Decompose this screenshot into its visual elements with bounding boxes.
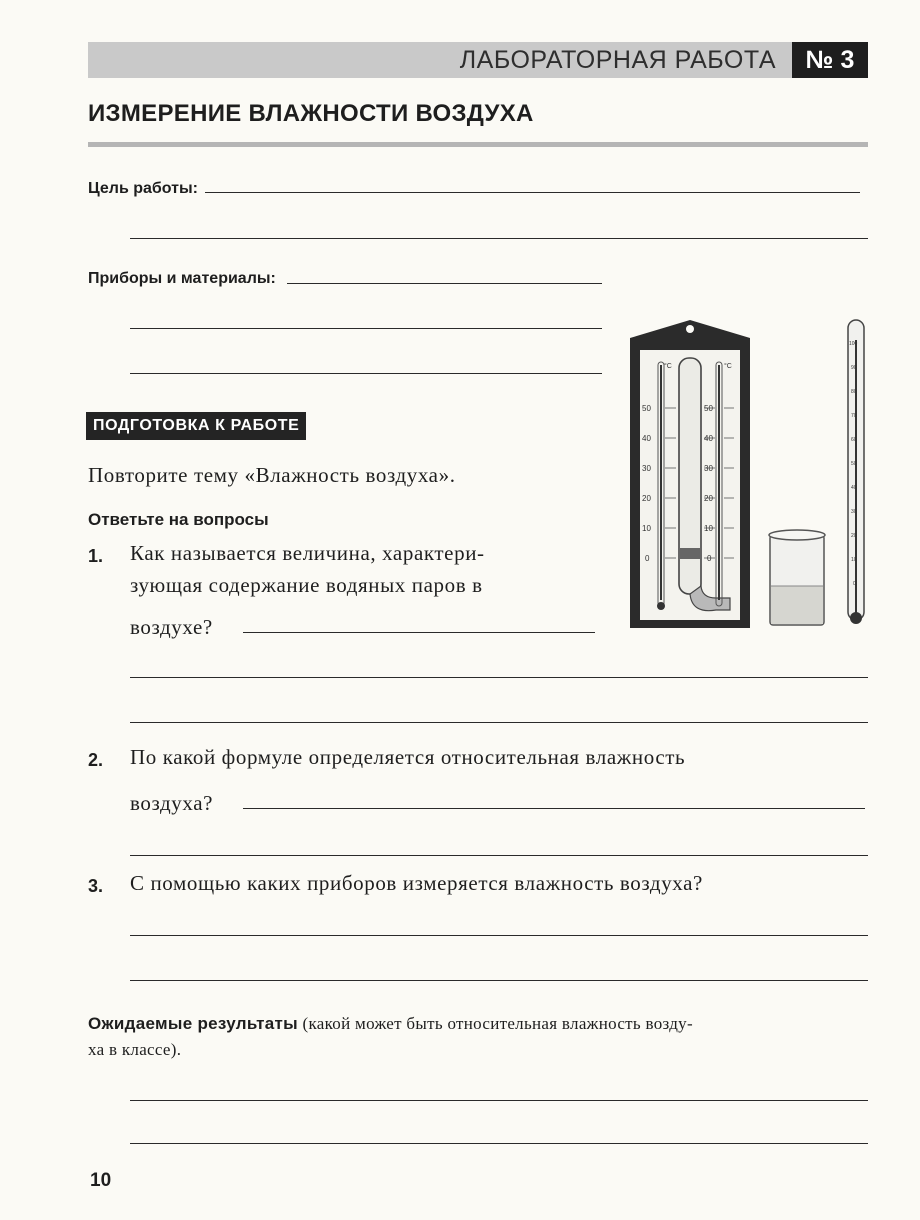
thermo-scale-40: 40 <box>851 485 857 491</box>
page-title: ИЗМЕРЕНИЕ ВЛАЖНОСТИ ВОЗДУХА <box>88 100 534 127</box>
header-title: ЛАБОРАТОРНАЯ РАБОТА <box>459 46 776 74</box>
question-2-line-2: воздуха? <box>130 791 214 815</box>
psychrometer-icon <box>630 320 750 628</box>
question-2-answer-line-1[interactable] <box>243 808 865 809</box>
scale-right-30: 30 <box>704 464 713 473</box>
preparation-badge: ПОДГОТОВКА К РАБОТЕ <box>86 412 306 440</box>
thermo-scale-0: 0 <box>853 581 856 587</box>
scale-left-30: 30 <box>642 464 651 473</box>
beaker-icon <box>769 530 825 625</box>
scale-left-10: 10 <box>642 524 651 533</box>
question-2-number: 2. <box>88 750 104 770</box>
expected-results-label: Ожидаемые результаты <box>88 1014 298 1033</box>
scale-right-20: 20 <box>704 494 713 503</box>
equipment-answer-line-1[interactable] <box>287 283 602 284</box>
thermo-scale-20: 20 <box>851 533 857 539</box>
question-3-answer-line-1[interactable] <box>130 935 868 936</box>
thermo-scale-60: 60 <box>851 437 857 443</box>
thermo-scale-10: 10 <box>851 557 857 563</box>
question-3-answer-line-2[interactable] <box>130 980 868 981</box>
question-1-answer-line-1[interactable] <box>243 632 595 633</box>
title-divider <box>88 142 868 147</box>
scale-right-40: 40 <box>704 434 713 443</box>
question-1-number: 1. <box>88 546 104 566</box>
scale-right-0: 0 <box>707 554 712 563</box>
unit-left: °C <box>664 363 672 370</box>
expected-answer-line-2[interactable] <box>130 1143 868 1144</box>
thermo-scale-70: 70 <box>851 413 857 419</box>
question-1-line-3: воздухе? <box>130 615 213 639</box>
header-bar <box>88 42 868 78</box>
equipment-answer-line-2[interactable] <box>130 328 602 329</box>
thermometer-icon <box>848 320 864 624</box>
scale-left-20: 20 <box>642 494 651 503</box>
question-1-answer-line-2[interactable] <box>130 677 868 678</box>
question-2-answer-line-2[interactable] <box>130 855 868 856</box>
goal-answer-line-1[interactable] <box>205 192 860 193</box>
expected-results-line-1 <box>88 1014 693 1034</box>
goal-label: Цель работы: <box>88 180 198 197</box>
scale-right-10: 10 <box>704 524 713 533</box>
lab-number-badge: № 3 <box>792 42 868 78</box>
question-3-line-1: С помощью каких приборов измеряется влажность воздуха? <box>130 871 703 895</box>
question-1-line-1: Как называется величина, характери- <box>130 541 485 565</box>
goal-answer-line-2[interactable] <box>130 238 868 239</box>
unit-right: °C <box>724 363 732 370</box>
psychrometer-illustration <box>620 310 880 640</box>
thermo-scale-30: 30 <box>851 509 857 515</box>
equipment-answer-line-3[interactable] <box>130 373 602 374</box>
scale-right-50: 50 <box>704 404 713 413</box>
expected-results-text-2: ха в классе). <box>88 1040 182 1059</box>
scale-left-40: 40 <box>642 434 651 443</box>
repeat-topic-text: Повторите тему «Влажность воздуха». <box>88 463 456 487</box>
thermo-scale-100: 100 <box>849 341 858 347</box>
equipment-label: Приборы и материалы: <box>88 270 276 287</box>
question-3-number: 3. <box>88 876 104 896</box>
thermo-scale-90: 90 <box>851 365 857 371</box>
question-1-answer-line-3[interactable] <box>130 722 868 723</box>
expected-results-text-1: (какой может быть относительная влажность возду- <box>297 1014 693 1033</box>
page-number: 10 <box>90 1170 112 1191</box>
question-2-line-1: По какой формуле определяется относительная влажность <box>130 745 686 769</box>
thermo-scale-50: 50 <box>851 461 857 467</box>
scale-left-50: 50 <box>642 404 651 413</box>
scale-left-0: 0 <box>645 554 650 563</box>
expected-answer-line-1[interactable] <box>130 1100 868 1101</box>
question-1-line-2: зующая содержание водяных паров в <box>130 573 483 597</box>
questions-heading: Ответьте на вопросы <box>88 510 269 529</box>
thermo-scale-80: 80 <box>851 389 857 395</box>
